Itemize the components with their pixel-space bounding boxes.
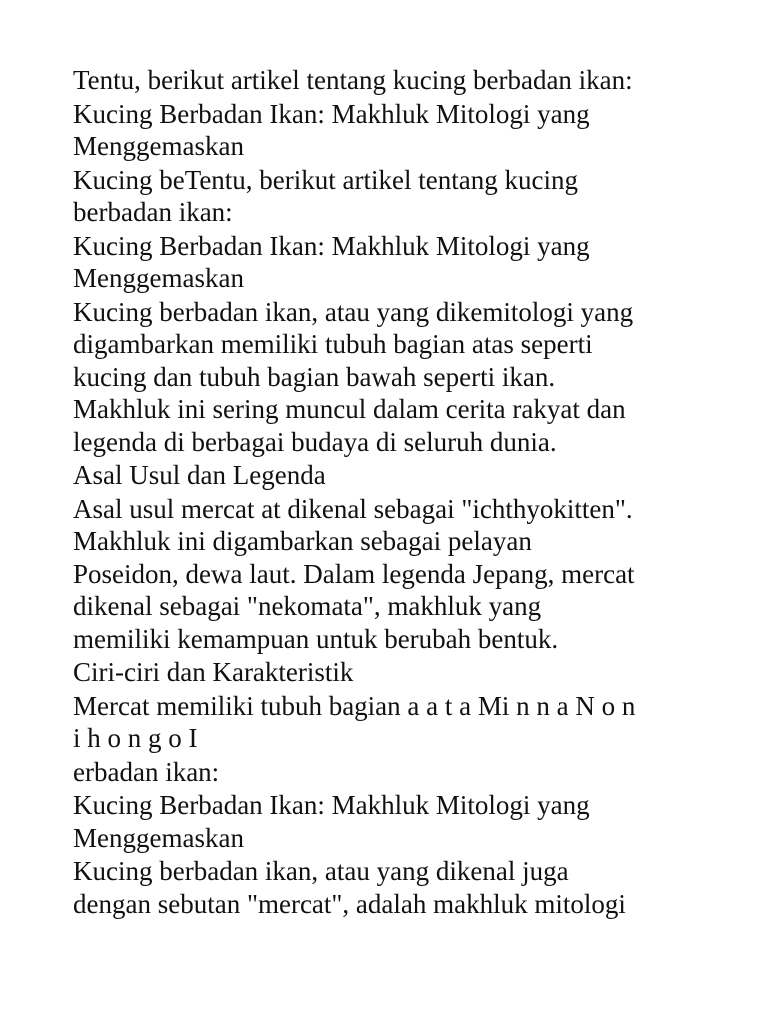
article-heading: Kucing Berbadan Ikan: Makhluk Mitologi yang Menggemaskan (73, 98, 590, 161)
section-heading-characteristics: Ciri-ciri dan Karakteristik (73, 657, 354, 687)
closing-paragraph: Kucing berbadan ikan, atau yang dikenal juga dengan sebutan "mercat", adalah makhluk mitologi (73, 856, 626, 919)
origin-paragraph: Asal usul mercat at dikenal sebagai "ichthyokitten". Makhluk ini digambarkan sebagai pelayan Poseidon, dewa laut. Dalam legenda Jepang, mercat dikenal sebagai "nekomata", makhluk yang memiliki kemampuan untuk berubah bentuk. (73, 493, 635, 654)
intro-line: Tentu, berikut artikel tentang kucing berbadan ikan: (73, 65, 633, 95)
document-page (73, 64, 703, 921)
fragment-line: erbadan ikan: (73, 756, 220, 787)
article-heading-repeat-2: Kucing Berbadan Ikan: Makhluk Mitologi yang Menggemaskan (73, 790, 590, 853)
article-heading-repeat: Kucing Berbadan Ikan: Makhluk Mitologi yang Menggemaskan (73, 230, 590, 293)
description-paragraph: Kucing berbadan ikan, atau yang dikemitologi yang digambarkan memiliki tubuh bagian atas seperti kucing dan tubuh bagian bawah seperti ikan. Makhluk ini sering muncul dalam cerita rakyat dan legenda di berbagai budaya di seluruh dunia. (73, 296, 634, 457)
repeated-intro-line: Kucing beTentu, berikut artikel tentang kucing berbadan ikan: (73, 164, 578, 227)
characteristics-paragraph: Mercat memiliki tubuh bagian a a t a Mi n n a N o n i h o n g o I (73, 690, 636, 753)
section-heading-origin: Asal Usul dan Legenda (73, 460, 326, 490)
